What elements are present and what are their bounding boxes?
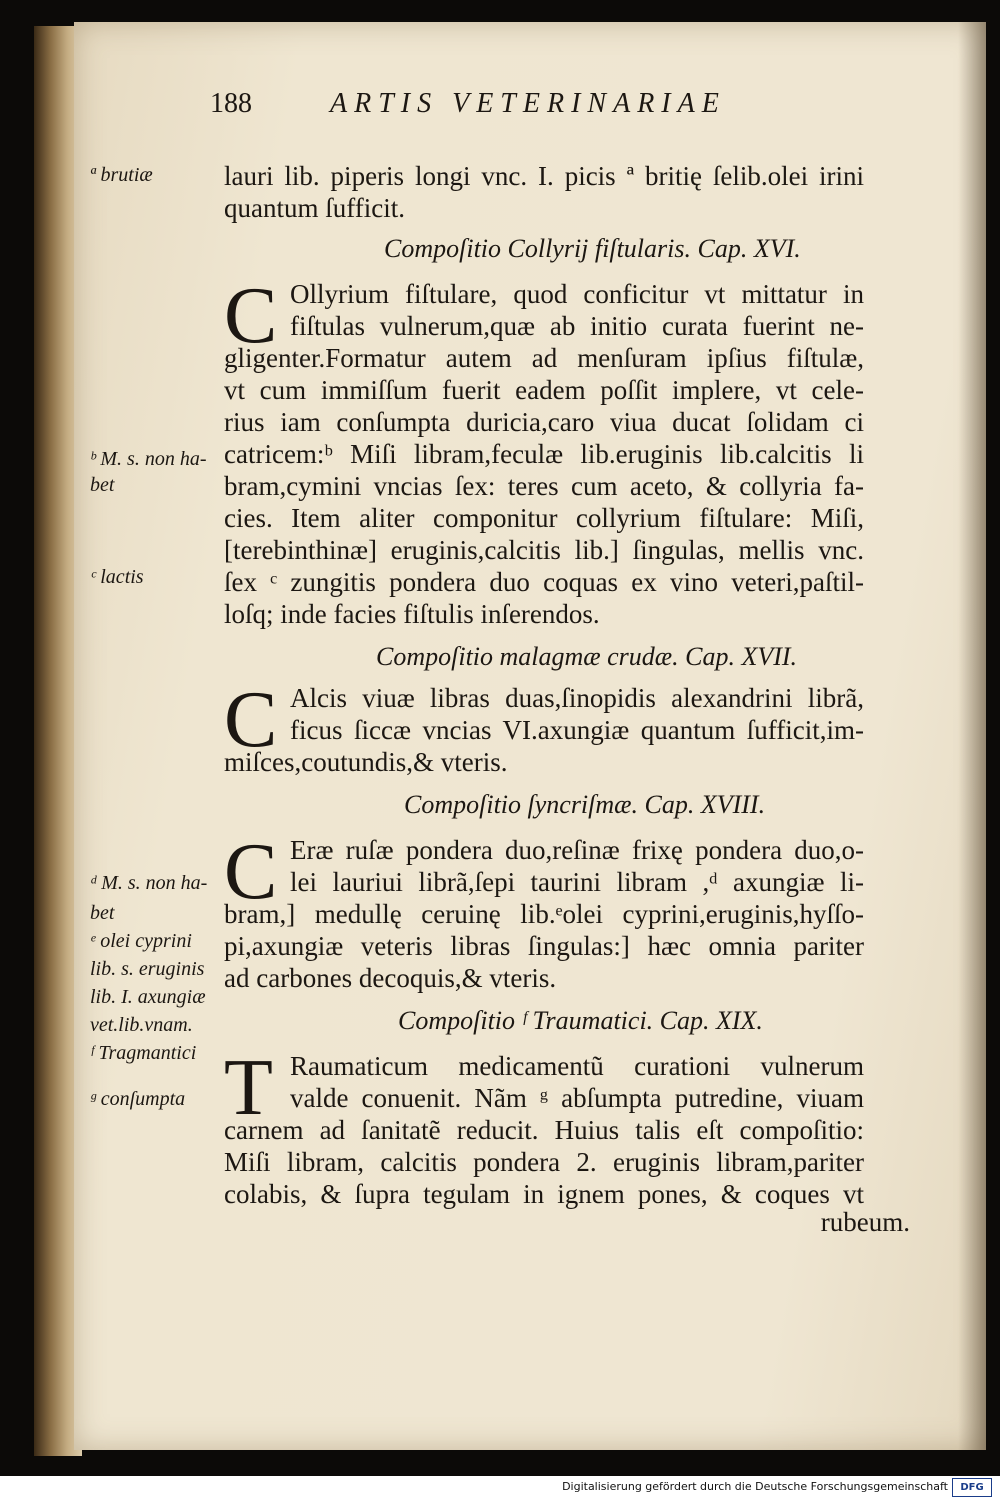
text-line: pi,axungiæ veteris libras ſingulas:] hæc omnia pariter [224, 931, 864, 961]
margin-note-b: ᵇ M. s. non ha- [90, 448, 207, 470]
text-line: loſq; inde facies fiſtulis inſerendos. [224, 599, 600, 629]
text-line: ad carbones decoquis,& vteris. [224, 963, 557, 993]
text-line: Ollyrium fiſtulare, quod conficitur vt mittatur in [290, 279, 864, 309]
margin-note-e-cont: lib. s. eruginis [90, 958, 205, 980]
footer-credit: Digitalisierung gefördert durch die Deutsche Forschungsgemeinschaft [562, 1480, 948, 1493]
margin-note-a: ª brutiæ [90, 164, 153, 186]
chapter-heading-17: Compoſitio malagmæ crudæ. Cap. XVII. [376, 642, 798, 671]
text-line: colabis, & ſupra tegulam in ignem pones, & coques vt [224, 1179, 864, 1209]
text-line: vt cum immiſſum fuerit eadem poſſit implere, vt cele- [224, 375, 864, 405]
text-line: Raumaticum medicamentũ curationi vulnerum [290, 1051, 864, 1081]
text-line: catricem:ᵇ Miſi libram,feculæ lib.eruginis lib.calcitis li [224, 439, 864, 469]
text-line: bram,cymini vncias ſex: teres cum aceto, & collyria fa- [224, 471, 864, 501]
margin-note-b-cont: bet [90, 474, 115, 496]
text-line: [terebinthinæ] eruginis,calcitis lib.] ſingulas, mellis vnc. [224, 535, 864, 565]
drop-cap: C [224, 828, 278, 916]
margin-note-e-cont: lib. I. axungiæ [90, 986, 206, 1008]
margin-note-f: ᶠ Tragmantici [90, 1042, 197, 1064]
text-line: lei lauriui librã,ſepi taurini libram ,ᵈ axungiæ li- [290, 867, 864, 897]
running-head [210, 88, 770, 128]
margin-note-e-cont: vet.lib.vnam. [90, 1014, 193, 1036]
text-line: fiſtulas vulnerum,quæ ab initio curata fuerint ne- [290, 311, 864, 341]
margin-note-d-cont: bet [90, 902, 115, 924]
text-line: lauri lib. piperis longi vnc. I. picis ª britię ſelib.olei irini [224, 161, 864, 191]
dfg-logo: DFG [952, 1478, 992, 1497]
drop-cap: C [224, 676, 278, 764]
text-line: ſex ᶜ zungitis pondera duo coquas ex vino veteri,paſtil- [224, 567, 864, 597]
drop-cap: C [224, 272, 278, 360]
catchword: rubeum. [820, 1207, 910, 1237]
chapter-heading-18: Compoſitio ſyncriſmæ. Cap. XVIII. [404, 790, 766, 819]
text-line: bram,] medullę ceruinę lib.ᵉolei cyprini,eruginis,hyſſo- [224, 899, 864, 929]
running-title: ARTIS VETERINARIAE [330, 88, 726, 119]
margin-note-e: ᵉ olei cyprini [90, 930, 192, 952]
text-line: Eræ ruſæ pondera duo,reſinæ frixę pondera duo,o- [290, 835, 864, 865]
text-line: rius iam conſumpta duricia,caro viua ducat ſolidam ci [224, 407, 864, 437]
text-line: gligenter.Formatur autem ad menſuram ipſius fiſtulæ, [224, 343, 864, 373]
drop-cap: T [224, 1044, 273, 1132]
chapter-heading-19: Compoſitio ᶠ Traumatici. Cap. XIX. [398, 1006, 763, 1035]
text-line: Miſi libram, calcitis pondera 2. eruginis libram,pariter [224, 1147, 864, 1177]
margin-note-g: ᵍ conſumpta [90, 1088, 186, 1110]
chapter-heading-16: Compoſitio Collyrij fiſtularis. Cap. XVI. [384, 234, 801, 263]
margin-note-c: ᶜ lactis [90, 566, 144, 588]
footer-bar [0, 1476, 1000, 1499]
text-line: valde conuenit. Nãm ᵍ abſumpta putredine, viuam [290, 1083, 864, 1113]
text-line: miſces,coutundis,& vteris. [224, 747, 508, 777]
page-number: 188 [210, 88, 252, 119]
text-line: carnem ad ſanitatẽ reducit. Huius talis eſt compoſitio: [224, 1115, 864, 1145]
margin-note-d: ᵈ M. s. non ha- [90, 872, 208, 894]
gutter-shadow [958, 22, 986, 1450]
text-line: ficus ſiccæ vncias VI.axungiæ quantum ſufficit,im- [290, 715, 864, 745]
text-line: quantum ſufficit. [224, 193, 405, 223]
text-line: cies. Item aliter componitur collyrium fiſtulare: Miſi, [224, 503, 864, 533]
text-line: Alcis viuæ libras duas,ſinopidis alexandrini librã, [290, 683, 864, 713]
